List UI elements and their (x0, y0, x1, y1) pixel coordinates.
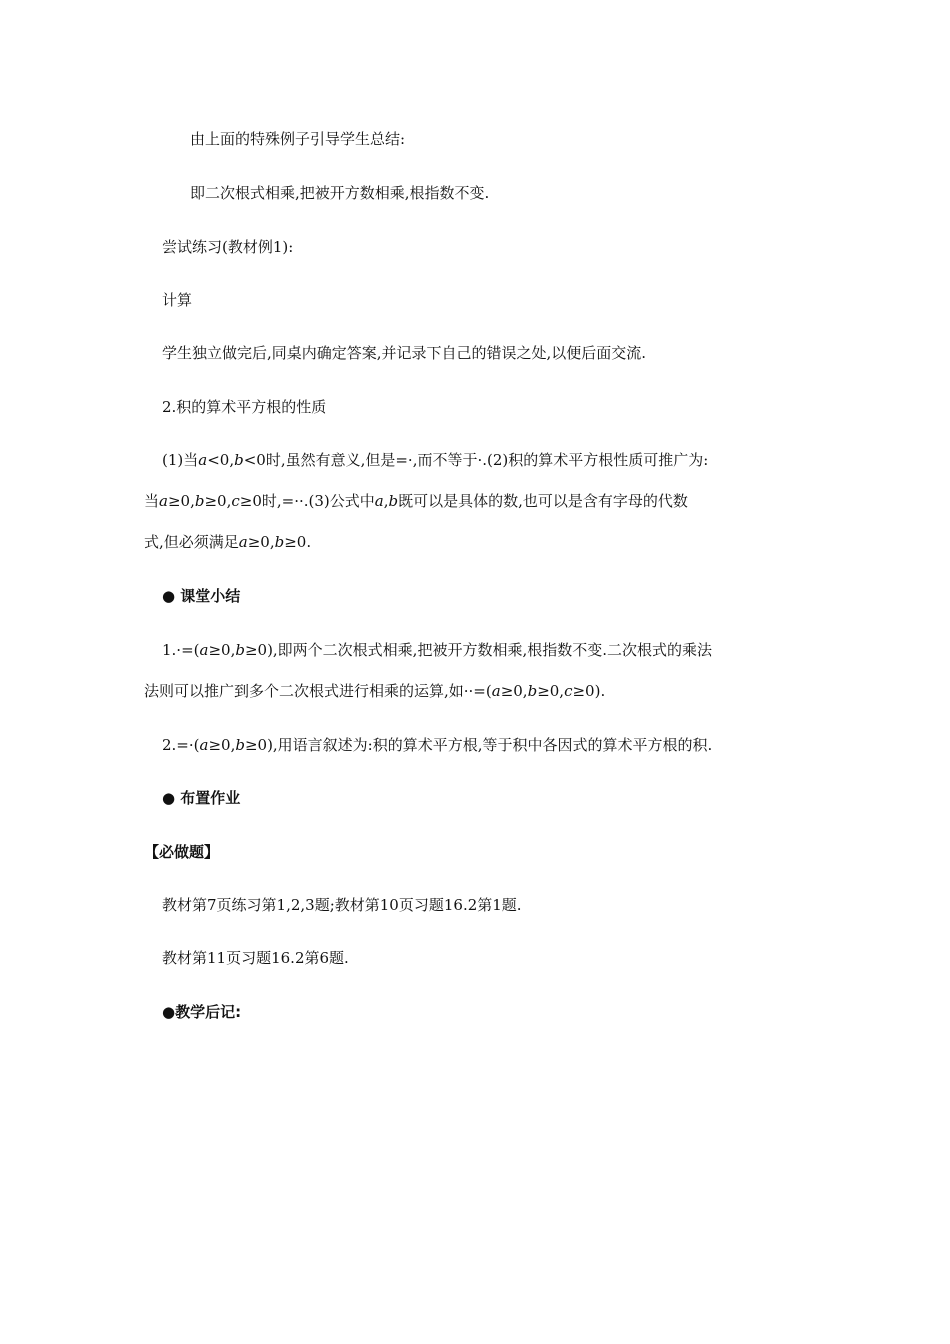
paragraph-summary-lead: 由上面的特殊例子引导学生总结: (190, 130, 406, 148)
property-line-1: (1)当a<0,b<0时,虽然有意义,但是=·,而不等于·.(2)积的算术平方根性质可推广为: (162, 451, 709, 469)
summary-item-2: 2.=·(a≥0,b≥0),用语言叙述为:积的算术平方根,等于积中各因式的算术平方根的积. (162, 736, 713, 754)
paragraph-student-instructions: 学生独立做完后,同桌内确定答案,并记录下自己的错误之处,以便后面交流. (162, 344, 647, 362)
homework-required-label: 【必做题】 (144, 843, 220, 861)
section-heading-homework: ● 布置作业 (162, 789, 241, 807)
homework-item-1: 教材第7页练习第1,2,3题;教材第10页习题16.2第1题. (162, 896, 522, 914)
summary-item-1-line-1: 1.·=(a≥0,b≥0),即两个二次根式相乘,把被开方数相乘,根指数不变.二次根式的乘法 (162, 641, 712, 659)
homework-item-2: 教材第11页习题16.2第6题. (162, 949, 349, 967)
section-heading-product-sqrt: 2.积的算术平方根的性质 (162, 398, 327, 416)
section-heading-class-summary: ● 课堂小结 (162, 587, 241, 605)
property-line-2: 当a≥0,b≥0,c≥0时,=··.(3)公式中a,b既可以是具体的数,也可以是含有字母的代数 (144, 492, 688, 510)
section-heading-teaching-afterword: ●教学后记: (162, 1003, 242, 1021)
paragraph-practice-title: 尝试练习(教材例1): (162, 238, 294, 256)
paragraph-multiplication-rule: 即二次根式相乘,把被开方数相乘,根指数不变. (190, 184, 490, 202)
paragraph-calculate: 计算 (162, 291, 193, 309)
property-line-3: 式,但必须满足a≥0,b≥0. (144, 533, 312, 551)
summary-item-1-line-2: 法则可以推广到多个二次根式进行相乘的运算,如··=(a≥0,b≥0,c≥0). (144, 682, 606, 700)
